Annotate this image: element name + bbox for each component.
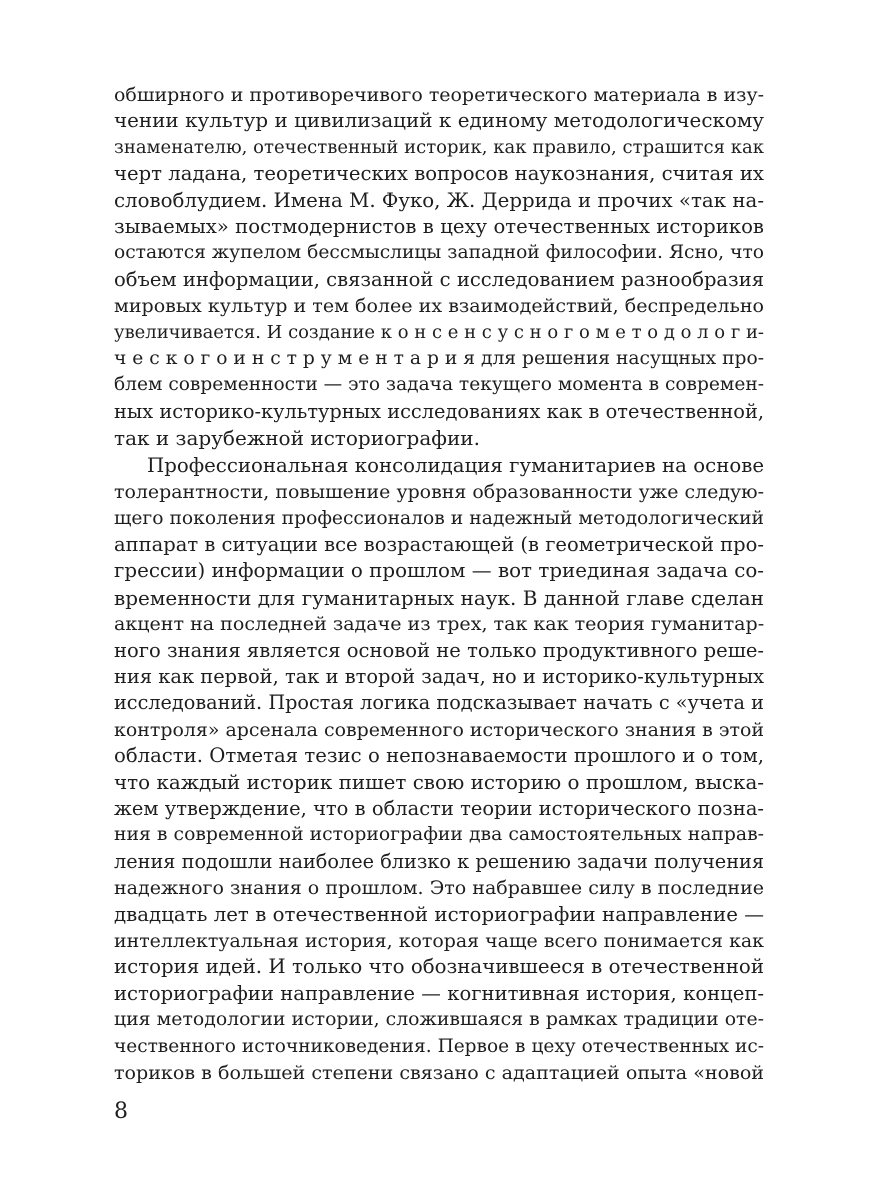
text-line: щего поколения профессионалов и надежный методологический bbox=[114, 507, 764, 529]
text-line: ториков в большей степени связано с адаптацией опыта «новой bbox=[114, 1062, 764, 1085]
text-line: аппарат в ситуации все возрастающей (в геометрической про- bbox=[114, 532, 764, 556]
text-line: ния как первой, так и второй задач, но и историко-культурных bbox=[114, 664, 764, 688]
text-line: области. Отметая тезис о непознаваемости прошлого и о том, bbox=[114, 744, 764, 768]
text-line: Профессиональная консолидация гуманитариев на основе bbox=[147, 453, 764, 477]
text-line: интеллектуальная история, которая чаще всего понимается как bbox=[114, 930, 764, 952]
text-line: ция методологии истории, сложившаяся в рамках традиции оте- bbox=[114, 1009, 764, 1031]
text-line: история идей. И только что обозначившееся в отечественной bbox=[114, 955, 764, 979]
text-line: чении культур и цивилизаций к единому методологическому bbox=[114, 109, 764, 133]
text-line: грессии) информации о прошлом — вот триединая задача со- bbox=[114, 559, 764, 583]
text-line: надежного знания о прошлом. Это набравшее силу в последние bbox=[114, 877, 764, 900]
text-line: жем утверждение, что в области теории исторического позна- bbox=[114, 796, 764, 820]
text-line: зываемых» постмодернистов в цеху отечественных историков bbox=[114, 215, 764, 239]
text-line: чественного источниковедения. Первое в цеху отечественных ис- bbox=[114, 1035, 764, 1057]
text-line: обширного и противоречивого теоретического материала в изу- bbox=[114, 84, 764, 106]
text-line: двадцать лет в отечественной историографии направление — bbox=[114, 902, 764, 926]
text-line: ления подошли наиболее близко к решению задачи получения bbox=[114, 849, 764, 873]
text-line: акцент на последней задаче из трех, так как теория гуманитар- bbox=[114, 613, 765, 636]
text-line: что каждый историк пишет свою историю о прошлом, выска- bbox=[114, 770, 764, 794]
text-line: словоблудием. Имена М. Фуко, Ж. Деррида и прочих «так на- bbox=[114, 188, 764, 212]
text-line: мировых культур и тем более их взаимодействий, беспредельно bbox=[114, 295, 764, 318]
text-line: блем современности — это задача текущего момента в современ- bbox=[114, 374, 764, 396]
text-line: ного знания является основой не только продуктивного реше- bbox=[114, 638, 764, 662]
page-number: 8 bbox=[114, 1099, 128, 1124]
text-line: толерантности, повышение уровня образованности уже следую- bbox=[114, 481, 764, 504]
text-line: временности для гуманитарных наук. В данной главе сделан bbox=[114, 585, 764, 610]
paragraph-1 bbox=[114, 82, 764, 452]
paragraph-2 bbox=[114, 453, 764, 1087]
text-line: ния в современной историографии два самостоятельных направ- bbox=[114, 824, 764, 846]
text-line: так и зарубежной историографии. bbox=[114, 426, 480, 451]
text-line: черт ладана, теоретических вопросов наукознания, считая их bbox=[114, 162, 764, 186]
text-line: знаменателю, отечественный историк, как правило, страшится как bbox=[114, 136, 764, 158]
text-line: объем информации, связанной с исследованием разнообразия bbox=[114, 267, 764, 291]
text-line: исследований. Простая логика подсказывает начать с «учета и bbox=[114, 691, 764, 715]
text-line: остаются жупелом бессмыслицы западной философии. Ясно, что bbox=[114, 242, 764, 264]
text-line: контроля» арсенала современного исторического знания в этой bbox=[114, 718, 764, 741]
text-line: увеличивается. И создание к о н с е н с у с н о г о м е т о д о л о г и- bbox=[114, 321, 764, 343]
text-line: историографии направление — когнитивная история, концеп- bbox=[114, 981, 764, 1005]
text-line: ных историко-культурных исследованиях как в отечественной, bbox=[114, 399, 764, 423]
text-line: ч е с к о г о и н с т р у м е н т а р и я для решения насущных про- bbox=[114, 348, 764, 370]
page-body bbox=[114, 82, 764, 1086]
